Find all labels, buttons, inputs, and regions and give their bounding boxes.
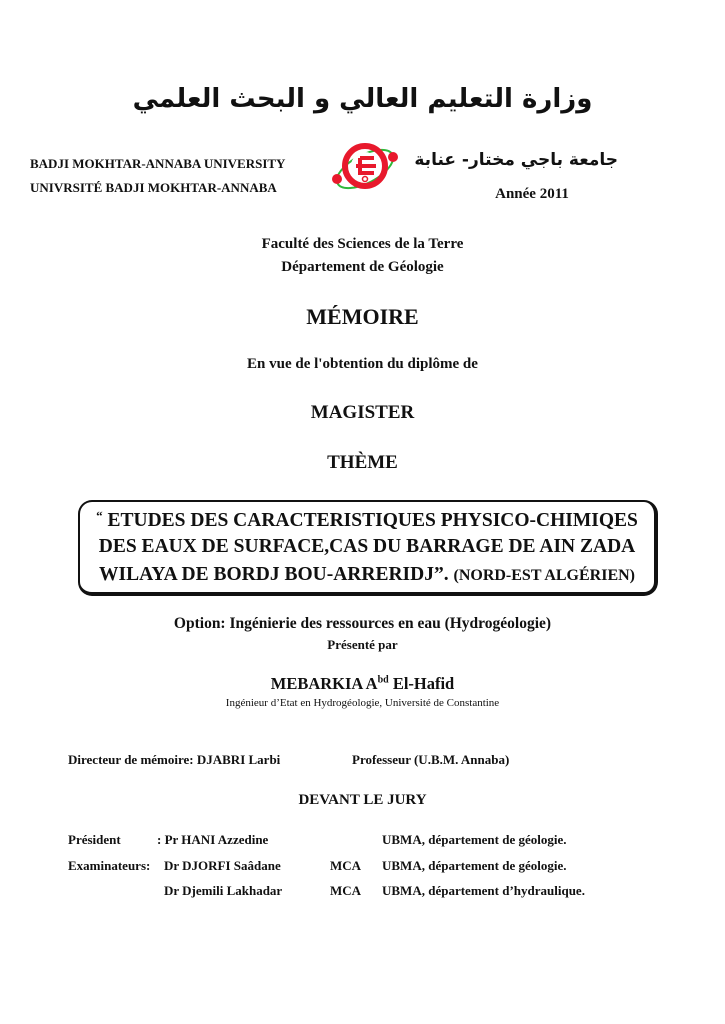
jury-name: Dr Djemili Lakhadar <box>164 883 283 898</box>
theme-line-3 <box>80 564 654 586</box>
university-logo <box>330 133 400 203</box>
faculty-name: Faculté des Sciences de la Terre <box>261 236 464 252</box>
jury-role: Président <box>68 832 121 847</box>
theme-line-2: DES EAUX DE SURFACE,CAS DU BARRAGE DE AIN ZADA <box>98 536 636 557</box>
jury-role: Examinateurs: <box>68 858 151 873</box>
close-quote: ”. <box>433 564 449 585</box>
jury-affiliation: UBMA, département de géologie. <box>382 858 567 873</box>
university-name-ar: جامعة باجي مختار- عنابة <box>414 150 618 170</box>
degree-purpose: En vue de l'obtention du diplôme de <box>247 356 478 372</box>
jury-name: Dr DJORFI Saâdane <box>164 858 281 873</box>
option-text: Option: Ingénierie des ressources en eau (Hydrogéologie) <box>173 615 552 632</box>
theme-line-1 <box>80 508 654 532</box>
open-quote: “ <box>96 508 103 523</box>
jury-grade: MCA <box>330 883 362 898</box>
jury-name: : Pr HANI Azzedine <box>157 832 269 847</box>
author-credential: Ingénieur d’Etat en Hydrogéologie, Université de Constantine <box>225 697 500 709</box>
theme-label: THÈME <box>327 452 398 473</box>
theme-region: (NORD-EST ALGÉRIEN) <box>453 567 635 584</box>
year: Année 2011 <box>495 186 569 202</box>
theme-line-1-text: ETUDES DES CARACTERISTIQUES PHYSICO-CHIMIQES <box>107 510 638 531</box>
logo-icon <box>330 133 400 203</box>
jury-affiliation: UBMA, département d’hydraulique. <box>382 883 585 898</box>
degree-name: MAGISTER <box>310 402 415 423</box>
university-name-en: BADJI MOKHTAR-ANNABA UNIVERSITY <box>30 156 286 171</box>
author-name-part2: El-Hafid <box>388 674 455 693</box>
author-name-part1: MEBARKIA A <box>270 674 378 693</box>
presented-by: Présenté par <box>327 637 398 652</box>
university-name-fr: UNIVRSITÉ BADJI MOKHTAR-ANNABA <box>30 180 277 195</box>
author-name <box>0 674 725 694</box>
theme-line-3-text: WILAYA DE BORDJ BOU-ARRERIDJ <box>98 564 434 585</box>
jury-affiliation: UBMA, département de géologie. <box>382 832 567 847</box>
jury-heading: DEVANT LE JURY <box>298 792 427 808</box>
ministry-title: وزارة التعليم العالي و البحث العلمي <box>132 84 593 114</box>
director-label: Directeur de mémoire: DJABRI Larbi <box>68 752 281 767</box>
author-name-sup: bd <box>377 674 389 686</box>
theme-box <box>78 500 658 596</box>
memoire-title: MÉMOIRE <box>306 304 419 329</box>
jury-grade: MCA <box>330 858 362 873</box>
director-title: Professeur (U.B.M. Annaba) <box>352 752 510 767</box>
department-name: Département de Géologie <box>281 259 444 275</box>
